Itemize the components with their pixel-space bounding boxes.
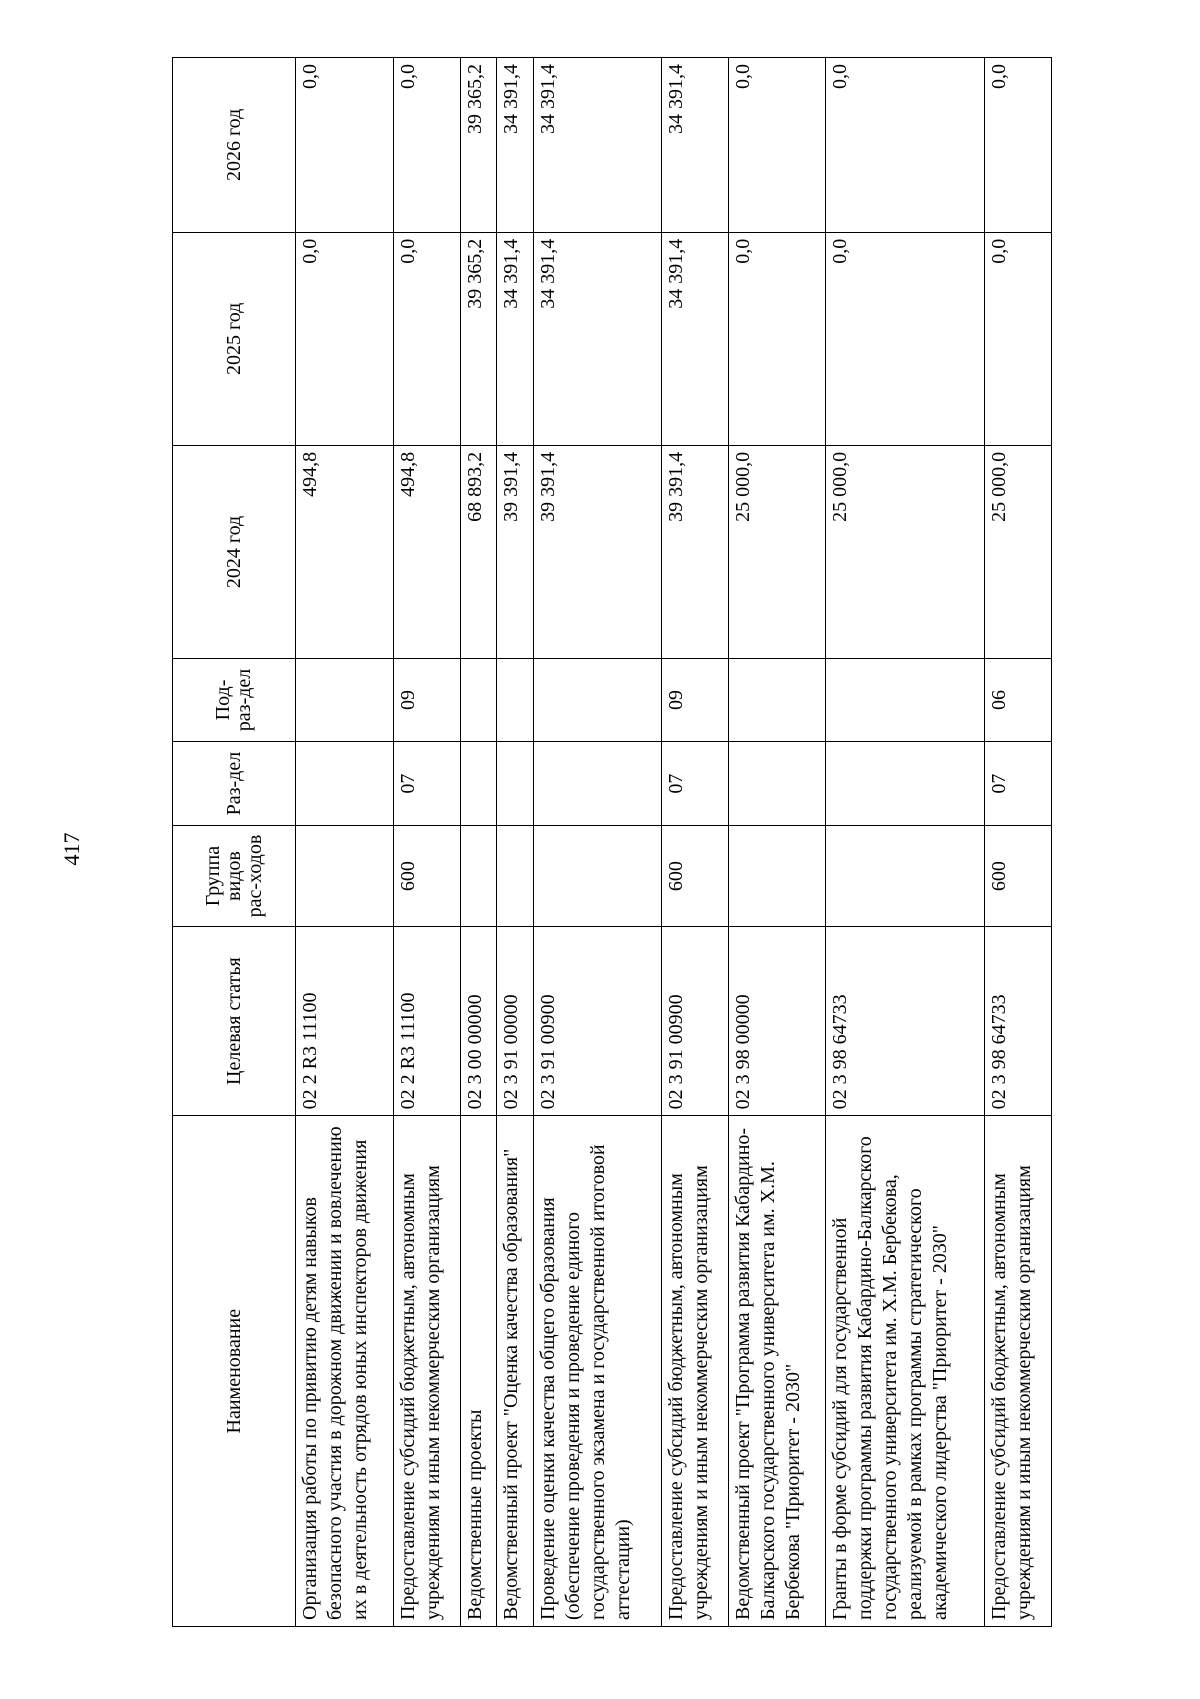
table-row	[460, 58, 497, 1627]
cell-section: 07	[984, 741, 1051, 825]
cell-2025: 34 391,4	[533, 232, 661, 445]
cell-name: Организация работы по привитию детям навыков безопасного участия в дорожном движении и вовлечению их в деятельность отрядов юных инспекторов движения	[296, 1116, 394, 1627]
cell-section	[497, 741, 534, 825]
cell-2025: 0,0	[393, 232, 460, 445]
cell-2024: 39 391,4	[661, 445, 728, 658]
cell-target: 02 3 98 00000	[728, 926, 826, 1115]
cell-group	[497, 826, 534, 927]
header-target: Целевая статья	[173, 926, 296, 1115]
header-2024: 2024 год	[173, 445, 296, 658]
table-row	[661, 58, 728, 1627]
cell-name: Ведомственные проекты	[460, 1116, 497, 1627]
cell-2024: 494,8	[296, 445, 394, 658]
cell-group	[460, 826, 497, 927]
cell-2025: 0,0	[984, 232, 1051, 445]
cell-2026: 0,0	[984, 58, 1051, 233]
cell-target: 02 3 98 64733	[826, 926, 985, 1115]
cell-target: 02 3 91 00900	[661, 926, 728, 1115]
cell-group: 600	[984, 826, 1051, 927]
table-row	[826, 58, 985, 1627]
header-subsection: Под-раз-дел	[173, 659, 296, 742]
header-2025: 2025 год	[173, 232, 296, 445]
cell-2026: 0,0	[826, 58, 985, 233]
cell-section	[728, 741, 826, 825]
cell-group	[533, 826, 661, 927]
cell-subsection	[296, 659, 394, 742]
cell-target: 02 2 R3 11100	[393, 926, 460, 1115]
cell-2025: 0,0	[728, 232, 826, 445]
cell-section: 07	[393, 741, 460, 825]
cell-name: Предоставление субсидий бюджетным, автономным учреждениям и иным некоммерческим организациям	[661, 1116, 728, 1627]
cell-2026: 34 391,4	[661, 58, 728, 233]
cell-subsection	[497, 659, 534, 742]
cell-2024: 39 391,4	[533, 445, 661, 658]
cell-subsection: 09	[393, 659, 460, 742]
table-row	[984, 58, 1051, 1627]
header-group: Группа видов рас-ходов	[173, 826, 296, 927]
cell-2026: 0,0	[728, 58, 826, 233]
budget-table	[172, 57, 1052, 1627]
header-name: Наименование	[173, 1116, 296, 1627]
cell-subsection	[460, 659, 497, 742]
cell-group: 600	[661, 826, 728, 927]
table-row	[296, 58, 394, 1627]
cell-2026: 0,0	[393, 58, 460, 233]
cell-target: 02 3 91 00000	[497, 926, 534, 1115]
cell-name: Гранты в форме субсидий для государственной поддержки программы развития Кабардино-Балкарского государственного университета им. Х.М. Бербекова, реализуемой в рамках программы стратегического академического лидерства "Приоритет - 2030"	[826, 1116, 985, 1627]
header-row	[173, 58, 296, 1627]
rotated-table-container	[172, 57, 1052, 1627]
cell-group: 600	[393, 826, 460, 927]
cell-2024: 68 893,2	[460, 445, 497, 658]
cell-2026: 34 391,4	[533, 58, 661, 233]
cell-2026: 0,0	[296, 58, 394, 233]
header-2026: 2026 год	[173, 58, 296, 233]
page-number: 417	[59, 832, 84, 866]
cell-name: Проведение оценки качества общего образования (обеспечение проведения и проведение единого государственного экзамена и государственной итоговой аттестации)	[533, 1116, 661, 1627]
cell-name: Ведомственный проект "Оценка качества образования"	[497, 1116, 534, 1627]
cell-section	[296, 741, 394, 825]
cell-name: Ведомственный проект "Программа развития Кабардино-Балкарского государственного университета им. Х.М. Бербекова "Приоритет - 2030"	[728, 1116, 826, 1627]
cell-group	[728, 826, 826, 927]
cell-2025: 0,0	[296, 232, 394, 445]
cell-2024: 494,8	[393, 445, 460, 658]
cell-name: Предоставление субсидий бюджетным, автономным учреждениям и иным некоммерческим организациям	[984, 1116, 1051, 1627]
cell-group	[296, 826, 394, 927]
cell-2026: 34 391,4	[497, 58, 534, 233]
cell-subsection	[826, 659, 985, 742]
cell-2025: 34 391,4	[661, 232, 728, 445]
table-row	[497, 58, 534, 1627]
cell-subsection: 06	[984, 659, 1051, 742]
cell-2025: 34 391,4	[497, 232, 534, 445]
cell-2026: 39 365,2	[460, 58, 497, 233]
table-row	[533, 58, 661, 1627]
cell-section	[533, 741, 661, 825]
cell-group	[826, 826, 985, 927]
cell-2024: 39 391,4	[497, 445, 534, 658]
cell-name: Предоставление субсидий бюджетным, автономным учреждениям и иным некоммерческим организациям	[393, 1116, 460, 1627]
cell-2024: 25 000,0	[984, 445, 1051, 658]
header-section: Раз-дел	[173, 741, 296, 825]
table-row	[728, 58, 826, 1627]
cell-section	[826, 741, 985, 825]
cell-2025: 0,0	[826, 232, 985, 445]
cell-target: 02 3 91 00900	[533, 926, 661, 1115]
cell-subsection	[533, 659, 661, 742]
cell-2024: 25 000,0	[826, 445, 985, 658]
cell-subsection	[728, 659, 826, 742]
cell-target: 02 2 R3 11100	[296, 926, 394, 1115]
cell-2024: 25 000,0	[728, 445, 826, 658]
cell-target: 02 3 00 00000	[460, 926, 497, 1115]
cell-section	[460, 741, 497, 825]
cell-2025: 39 365,2	[460, 232, 497, 445]
table-row	[393, 58, 460, 1627]
cell-subsection: 09	[661, 659, 728, 742]
cell-section: 07	[661, 741, 728, 825]
cell-target: 02 3 98 64733	[984, 926, 1051, 1115]
